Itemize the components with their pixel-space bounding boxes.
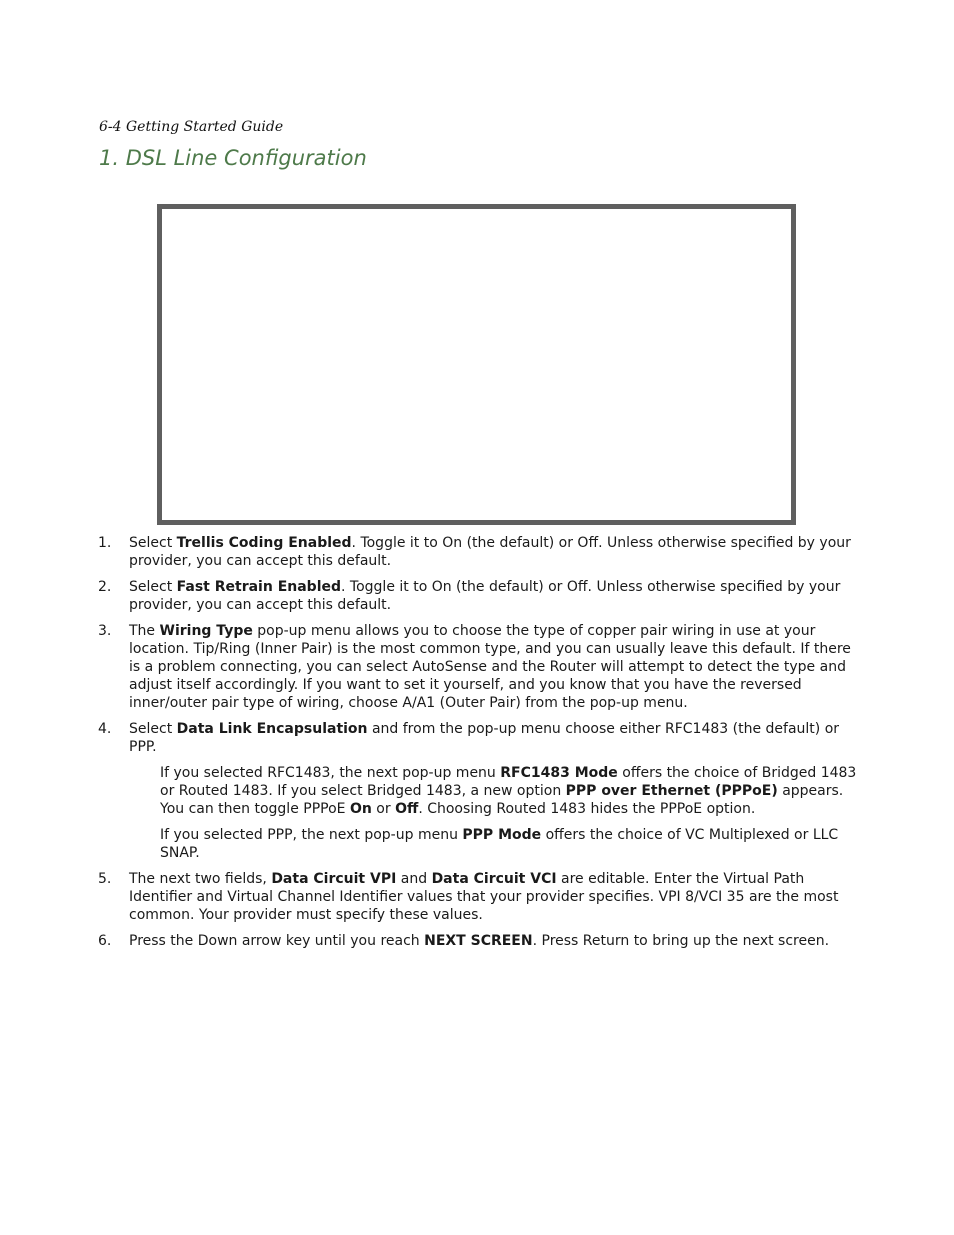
option-name: Fast Retrain Enabled <box>176 579 342 595</box>
step-item <box>98 534 863 570</box>
option-value: Off <box>395 801 419 817</box>
running-head: 6-4 Getting Started Guide <box>99 119 284 135</box>
step-text: Select Fast Retrain Enabled. Toggle it to On (the default) or Off. Unless otherwise specified by your provider, you can accept this default. <box>129 579 841 613</box>
step-item <box>98 720 863 862</box>
step-number: 6. <box>98 933 112 949</box>
step-number: 3. <box>98 623 112 639</box>
step-text: Select Trellis Coding Enabled. Toggle it to On (the default) or Off. Unless otherwise specified by your provider, you can accept this default. <box>129 535 851 569</box>
option-name: RFC1483 Mode <box>500 765 618 781</box>
step-item <box>98 622 863 712</box>
step-item <box>98 578 863 614</box>
option-name: NEXT SCREEN <box>424 933 533 949</box>
option-name: Trellis Coding Enabled <box>176 535 352 551</box>
step-text: Select Data Link Encapsulation and from the pop-up menu choose either RFC1483 (the default) or PPP. If you selected RFC1483, the next pop-up menu RFC1483 Mode offers the choice of Bridged 1483 or Routed 1483. If you select Bridged 1483, a new option PPP over Ethernet (PPPoE) appears. You can then toggle PPPoE On or Off. Choosing Routed 1483 hides the PPPoE option. If you selected PPP, the next pop-up menu PPP Mode offers the choice of VC Multiplexed or LLC SNAP. <box>129 720 863 862</box>
option-name: PPP Mode <box>462 827 542 843</box>
step-text: The next two fields, Data Circuit VPI and Data Circuit VCI are editable. Enter the Virtual Path Identifier and Virtual Channel Identifier values that your provider specifies. VPI 8/VCI 35 are the most common. Your provider must specify these values. <box>129 871 839 923</box>
instruction-steps <box>98 534 863 958</box>
sub-paragraph-ppp: If you selected PPP, the next pop-up menu PPP Mode offers the choice of VC Multiplexed or LLC SNAP. <box>160 827 839 861</box>
step-number: 5. <box>98 871 112 887</box>
step-number: 1. <box>98 535 112 551</box>
section-title: 1. DSL Line Configuration <box>99 146 367 170</box>
option-value: On <box>349 801 372 817</box>
step-text: The Wiring Type pop-up menu allows you to choose the type of copper pair wiring in use at your location. Tip/Ring (Inner Pair) is the most common type, and you can usually leave this default. If there is a problem connecting, you can select AutoSense and the Router will attempt to detect the type and adjust itself accordingly. If you want to set it yourself, and you know that you have the reversed inner/outer pair type of wiring, choose A/A1 (Outer Pair) from the pop-up menu. <box>129 623 851 711</box>
sub-paragraph-rfc1483: If you selected RFC1483, the next pop-up menu RFC1483 Mode offers the choice of Bridged 1483 or Routed 1483. If you select Bridged 1483, a new option PPP over Ethernet (PPPoE) appears. You can then toggle PPPoE On or Off. Choosing Routed 1483 hides the PPPoE option. <box>160 765 857 817</box>
screenshot-figure-frame <box>157 204 796 525</box>
option-name: Data Link Encapsulation <box>176 721 368 737</box>
step-item <box>98 932 863 950</box>
step-number: 2. <box>98 579 112 595</box>
option-name: Data Circuit VPI <box>271 871 397 887</box>
option-name: PPP over Ethernet (PPPoE) <box>565 783 778 799</box>
step-number: 4. <box>98 721 112 737</box>
step-item <box>98 870 863 924</box>
step-text: Press the Down arrow key until you reach NEXT SCREEN. Press Return to bring up the next screen. <box>129 933 830 949</box>
option-name: Data Circuit VCI <box>431 871 557 887</box>
option-name: Wiring Type <box>159 623 253 639</box>
